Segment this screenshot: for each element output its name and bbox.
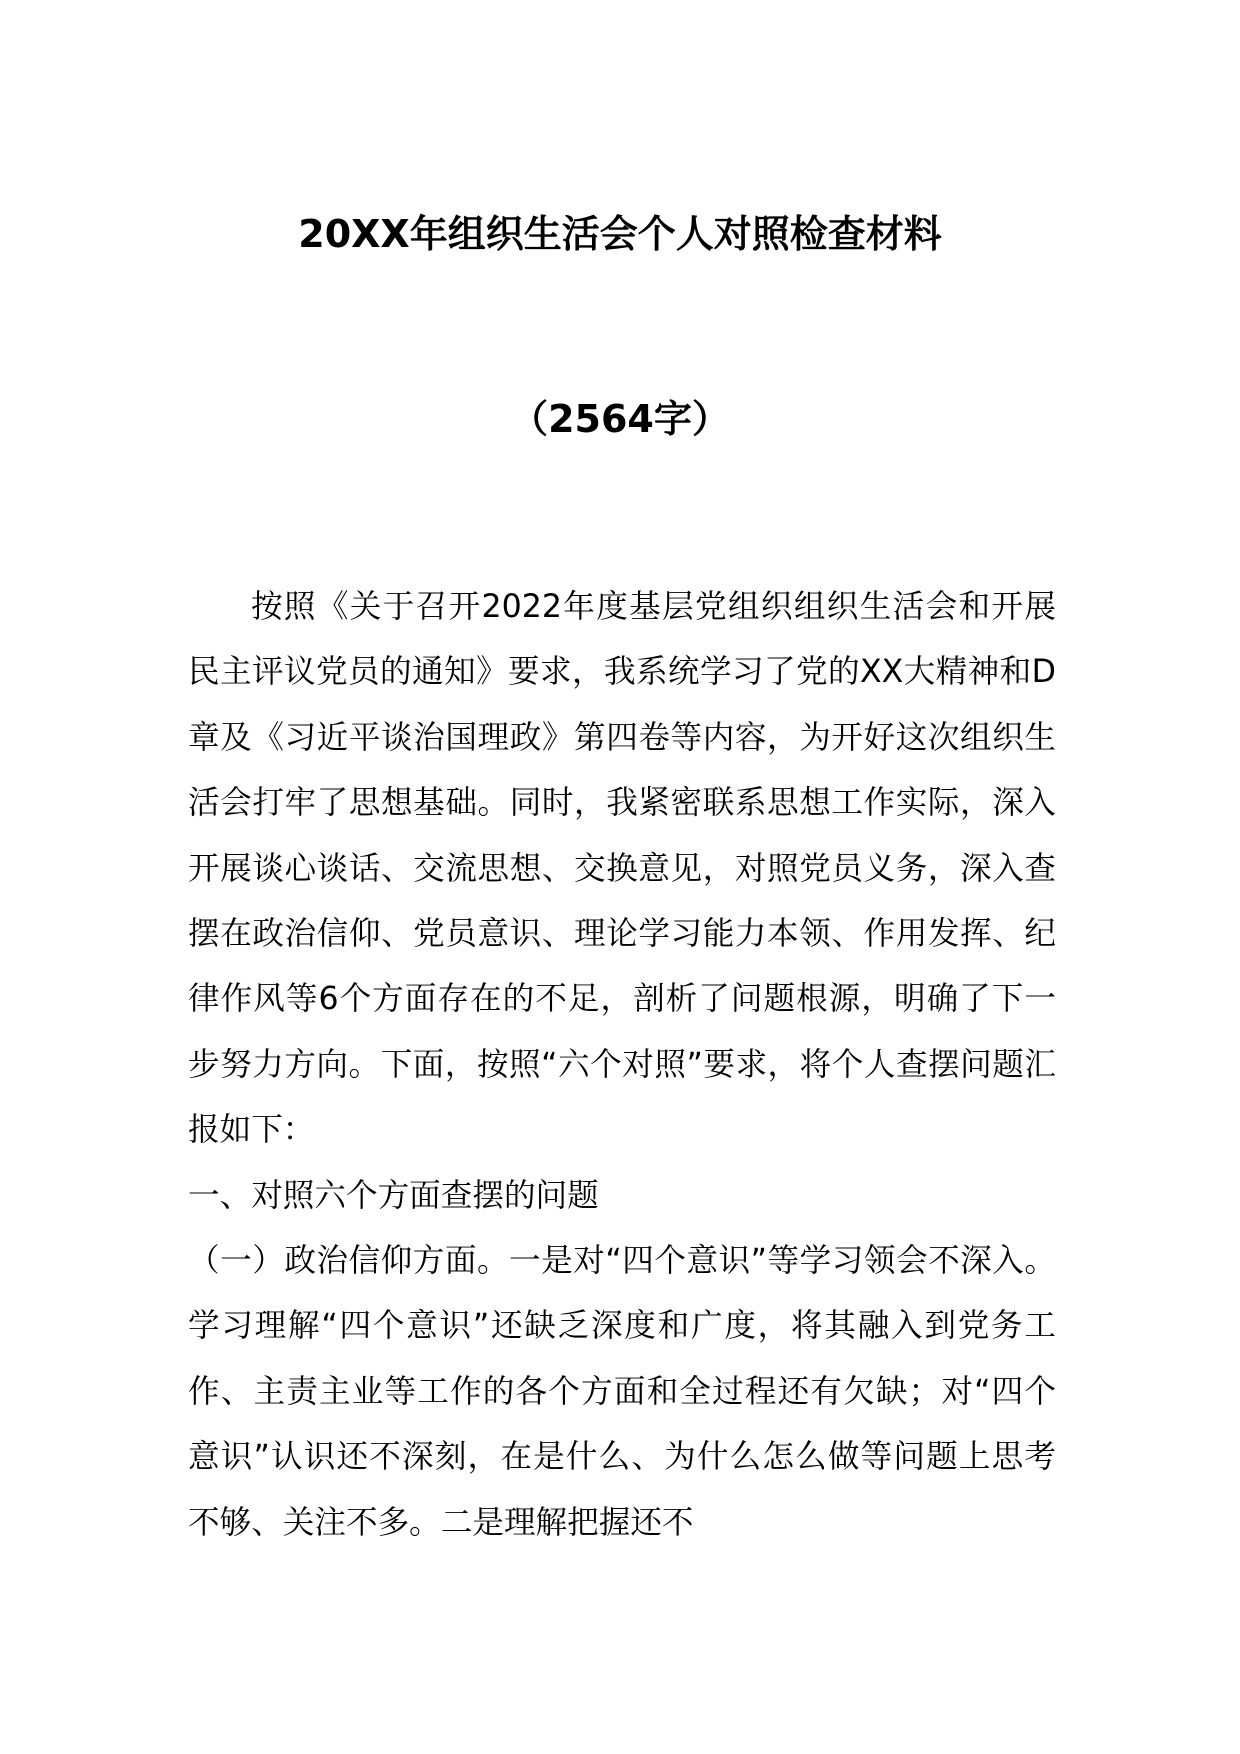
intro-paragraph: 按照《关于召开2022年度基层党组织组织生活会和开展民主评议党员的通知》要求，我系统学习了党的XX大精神和D章及《习近平谈治国理政》第四卷等内容，为开好这次组织生活会打牢了思想基础。同时，我紧密联系思想工作实际，深入开展谈心谈话、交流思想、交换意见，对照党员义务，深入查摆在政治信仰、党员意识、理论学习能力本领、作用发挥、纪律作风等6个方面存在的不足，剖析了问题根源，明确了下一步努力方向。下面，按照“六个对照”要求，将个人查摆问题汇报如下： [188,589,1056,1149]
document-title: 20XX年组织生活会个人对照检查材料 [298,212,942,256]
subsection-paragraph: （一）政治信仰方面。一是对“四个意识”等学习领会不深入。学习理解“四个意识”还缺乏深度和广度，将其融入到党务工作、主责主业等工作的各个方面和全过程还有欠缺；对“四个意识”认识还不深刻，在是什么、为什么怎么做等问题上思考不够、关注不多。二是理解把握还不 [188,1243,1056,1541]
document-body [188,575,1056,1556]
document-word-count: （2564字） [510,397,730,441]
section-heading: 一、对照六个方面查摆的问题 [188,1177,599,1214]
